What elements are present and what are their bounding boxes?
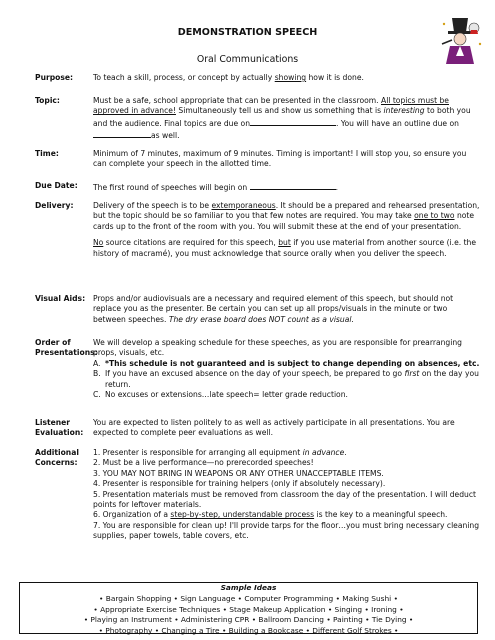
delivery-label: Delivery: — [35, 201, 74, 210]
outline-due-blank — [93, 129, 151, 138]
visual-aids-label: Visual Aids: — [35, 294, 86, 303]
topic-text: Must be a safe, school appropriate that can be presented in the classroom. All topics must be approved in advance! Simultaneously tell us and show us something that is interesting to both you and the audience. Final topics are due on . You will have an outline due on as well. — [93, 96, 471, 141]
list-item: 4. Presenter is responsible for training helpers (only if absolutely necessary). — [93, 479, 386, 489]
list-item: 1. Presenter is responsible for arranging all equipment in advance. — [93, 448, 347, 457]
due-date-blank — [250, 181, 336, 190]
list-item: 2. Must be a live performance—no prerecorded speeches! — [93, 458, 314, 468]
list-item: C. No excuses or extensions…late speech= letter grade reduction. — [93, 390, 348, 400]
magician-clipart — [438, 14, 486, 66]
additional-label: Additional Concerns: — [35, 448, 79, 468]
document-subtitle: Oral Communications — [196, 54, 299, 65]
sample-ideas-line: • Photography • Changing a Tire • Building a Bookcase • Different Golf Strokes • — [98, 626, 399, 636]
topic-label: Topic: — [35, 96, 60, 105]
list-item: 6. Organization of a step-by-step, understandable process is the key to a meaningful speech. — [93, 510, 448, 520]
list-item: 5. Presentation materials must be removed from classroom the day of the presentation. I will deduct points for leftover materials. — [93, 489, 477, 510]
listener-label: Listener Evaluation: — [35, 418, 84, 438]
visual-aids-text: Props and/or audiovisuals are a necessary and required element of this speech, but should not replace you as the presenter. Be certain you can set up all props/visuals in the minute or two between speeches. The dry erase board does NOT count as a visual. — [93, 294, 454, 324]
topic-due-blank — [250, 117, 336, 126]
list-item: A. *This schedule is not guaranteed and is subject to change depending on absences, etc. — [93, 358, 480, 368]
sample-ideas-box — [19, 582, 478, 634]
document-title: DEMONSTRATION SPEECH — [177, 27, 318, 38]
list-item: B. If you have an excused absence on the day of your speech, be prepared to go first on the day you return. — [93, 369, 479, 389]
due-date-text: The first round of speeches will begin on . — [93, 183, 339, 192]
order-text: We will develop a speaking schedule for these speeches, as you are responsible for prearranging props, visuals, etc. A. *This schedule is not guaranteed and is subject to change depending on absences, etc. B. If you have an excused absence on the day of your speech, be prepared to go first on the day you return. C. No excuses or extensions…late speech= letter grade reduction. — [93, 338, 480, 400]
purpose-label: Purpose: — [35, 73, 74, 82]
delivery-text: Delivery of the speech is to be extemporaneous. It should be a prepared and rehearsed presentation, but the topic should be so familiar to you that few notes are required. You may take one to two note cards up to the front of the room with you. You will submit these at the end of your presentation. No source citations are required for this speech, but if you use material from another source (i.e. the history of macramé), you must acknowledge that source orally when you deliver the speech. — [93, 201, 480, 258]
sample-ideas-line: • Appropriate Exercise Techniques • Stage Makeup Application • Singing • Ironing • — [93, 604, 404, 614]
time-label: Time: — [35, 149, 59, 158]
sample-ideas-line: • Bargain Shopping • Sign Language • Computer Programming • Making Sushi • — [99, 593, 398, 603]
due-date-label: Due Date: — [35, 181, 78, 190]
sample-ideas-line: • Playing an Instrument • Administering CPR • Ballroom Dancing • Painting • Tie Dying • — [83, 615, 414, 625]
order-label: Order of Presentations: — [35, 338, 98, 358]
list-item: 3. YOU MAY NOT BRING IN WEAPONS OR ANY OTHER UNACCEPTABLE ITEMS. — [93, 468, 384, 478]
sample-ideas-heading: Sample Ideas — [220, 583, 277, 592]
list-item: 7. You are responsible for clean up! I'll provide tarps for the floor…you must bring necessary cleaning supplies, paper towels, table covers, etc. — [93, 520, 480, 541]
listener-text: You are expected to listen politely to as well as actively participate in all presentations. You are expected to complete peer evaluations as well. — [93, 418, 455, 438]
time-text: Minimum of 7 minutes, maximum of 9 minutes. Timing is important! I will stop you, so ensure you can complete your speech in the allotted time. — [93, 149, 467, 169]
additional-text — [93, 448, 480, 542]
purpose-text: To teach a skill, process, or concept by actually showing how it is done. — [93, 73, 364, 82]
